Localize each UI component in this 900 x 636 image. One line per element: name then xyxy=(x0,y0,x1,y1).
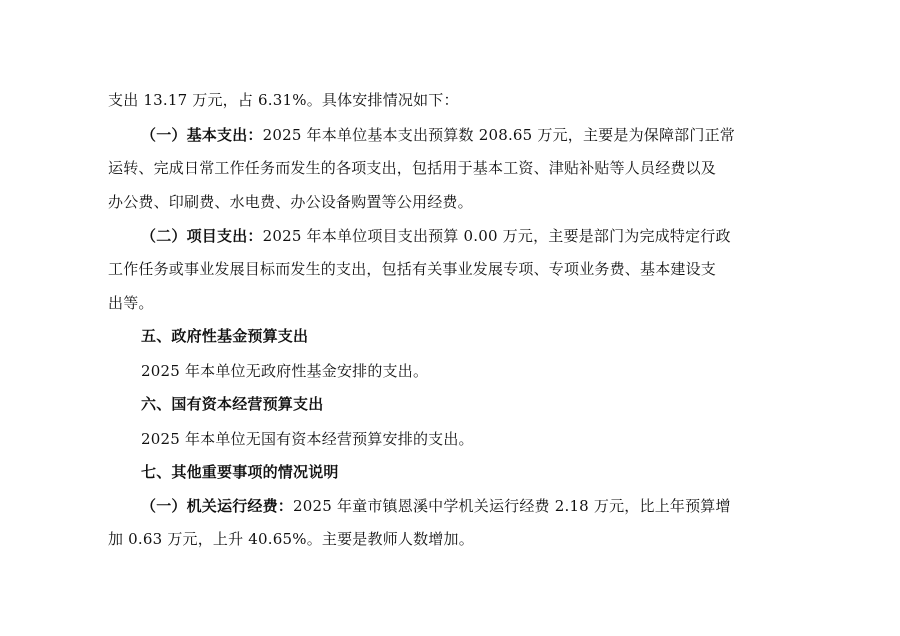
paragraph-line xyxy=(108,90,459,110)
paragraph-line xyxy=(141,125,735,145)
paragraph-line xyxy=(108,192,473,212)
subsection-label: （一）基本支出： xyxy=(141,126,263,144)
paragraph-line xyxy=(108,529,474,549)
line-text: 2025 年本单位无国有资本经营预算安排的支出。 xyxy=(141,430,474,448)
section-heading xyxy=(141,462,339,482)
paragraph-line xyxy=(141,361,428,381)
heading-text: 七、其他重要事项的情况说明 xyxy=(141,463,339,481)
paragraph-line xyxy=(141,496,731,516)
heading-text: 六、国有资本经营预算支出 xyxy=(141,395,324,413)
paragraph-line xyxy=(141,226,731,246)
line-text: 加 0.63 万元，上升 40.65%。主要是教师人数增加。 xyxy=(108,530,474,548)
heading-text: 五、政府性基金预算支出 xyxy=(141,327,309,345)
section-heading xyxy=(141,394,323,414)
subsection-label: （二）项目支出： xyxy=(141,227,263,245)
line-text: 出等。 xyxy=(108,294,154,312)
line-text: 2025 年本单位项目支出预算 0.00 万元，主要是部门为完成特定行政 xyxy=(262,227,731,245)
subsection-label: （一）机关运行经费： xyxy=(141,497,294,515)
line-text: 2025 年童市镇恩溪中学机关运行经费 2.18 万元，比上年预算增 xyxy=(293,497,731,515)
section-heading xyxy=(141,326,308,346)
line-text: 支出 13.17 万元，占 6.31%。具体安排情况如下： xyxy=(108,91,459,109)
paragraph-line xyxy=(108,259,716,279)
line-text: 2025 年本单位无政府性基金安排的支出。 xyxy=(141,362,429,380)
line-text: 工作任务或事业发展目标而发生的支出，包括有关事业发展专项、专项业务费、基本建设支 xyxy=(108,260,717,278)
line-text: 2025 年本单位基本支出预算数 208.65 万元，主要是为保障部门正常 xyxy=(262,126,735,144)
line-text: 运转、完成日常工作任务而发生的各项支出，包括用于基本工资、津贴补贴等人员经费以及 xyxy=(108,159,717,177)
paragraph-line xyxy=(108,293,154,313)
paragraph-line xyxy=(108,158,716,178)
paragraph-line xyxy=(141,429,474,449)
line-text: 办公费、印刷费、水电费、办公设备购置等公用经费。 xyxy=(108,193,473,211)
